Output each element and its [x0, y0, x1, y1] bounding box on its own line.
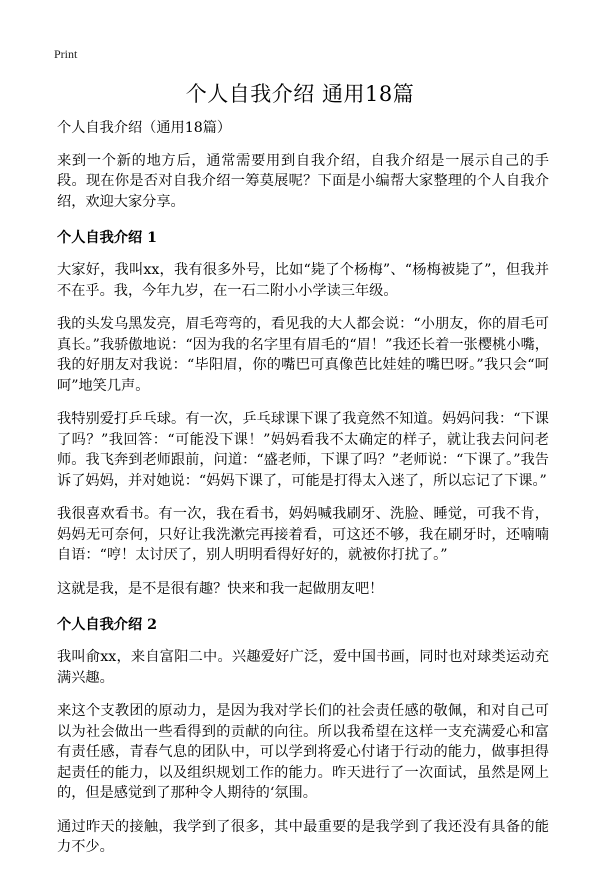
- section-heading-2: 个人自我介绍 2: [57, 617, 157, 633]
- section-2-paragraph-2: 来这个支教团的原动力，是因为我对学长们的社会责任感的敬佩，和对自己可以为社会做出一些看得到的贡献的向往。所以我希望在这样一支充满爱心和富有责任感，青春气息的团队中，可以学到将爱心付诸于行动的能力，做事担得起责任的能力，以及组织规划工作的能力。昨天进行了一次面试，虽然是网上的，但是感觉到了那种令人期待的‘氛围。: [57, 703, 549, 801]
- section-2-paragraph-1: 我叫俞xx，来自富阳二中。兴趣爱好广泛，爱中国书画，同时也对球类运动充满兴趣。: [57, 649, 549, 686]
- page-title: 个人自我介绍 通用18篇: [185, 82, 415, 106]
- print-link[interactable]: Print: [54, 47, 78, 61]
- section-1-paragraph-2: 我的头发乌黑发亮，眉毛弯弯的，看见我的大人都会说：“小朋友，你的眉毛可真长。”我骄傲地说：“因为我的名字里有眉毛的“眉！”我还长着一张樱桃小嘴，我的好朋友对我说：“毕阳眉，你的嘴巴可真像芭比娃娃的嘴巴呀。”我只会“呵呵”地笑几声。: [57, 316, 549, 394]
- section-1-paragraph-5: 这就是我，是不是很有趣？快来和我一起做朋友吧！: [57, 580, 384, 597]
- article-body: [57, 118, 549, 871]
- section-2-paragraph-3: 通过昨天的接触，我学到了很多，其中最重要的是我学到了我还没有具备的能力不少。: [57, 818, 549, 855]
- section-heading-1: 个人自我介绍 1: [57, 230, 157, 246]
- intro-paragraph: 来到一个新的地方后，通常需要用到自我介绍，自我介绍是一展示自己的手段。现在你是否对自我介绍一筹莫展呢？下面是小编帮大家整理的个人自我介绍，欢迎大家分享。: [57, 152, 549, 210]
- section-1-paragraph-4: 我很喜欢看书。有一次，我在看书，妈妈喊我刷牙、洗脸、睡觉，可我不肯，妈妈无可奈何，只好让我洗漱完再接着看，可这还不够，我在刷牙时，还喃喃自语：“哼！太讨厌了，别人明明看得好好的，就被你打扰了。”: [57, 506, 549, 563]
- article-subtitle: 个人自我介绍（通用18篇）: [57, 120, 232, 136]
- section-1-paragraph-3: 我特别爱打乒乓球。有一次，乒乓球课下课了我竟然不知道。妈妈问我：“下课了吗？”我回答：“可能没下课！”妈妈看我不太确定的样子，就让我去问问老师。我飞奔到老师跟前，问道：“盛老师，下课了吗？”老师说：“下课了。”我告诉了妈妈，并对她说：“妈妈下课了，可能是打得太入迷了，所以忘记了下课。”: [57, 411, 549, 489]
- section-1-paragraph-1: 大家好，我叫xx，我有很多外号，比如“毙了个杨梅”、“杨梅被毙了”，但我并不在乎。我，今年九岁，在一石二附小小学读三年级。: [57, 262, 549, 299]
